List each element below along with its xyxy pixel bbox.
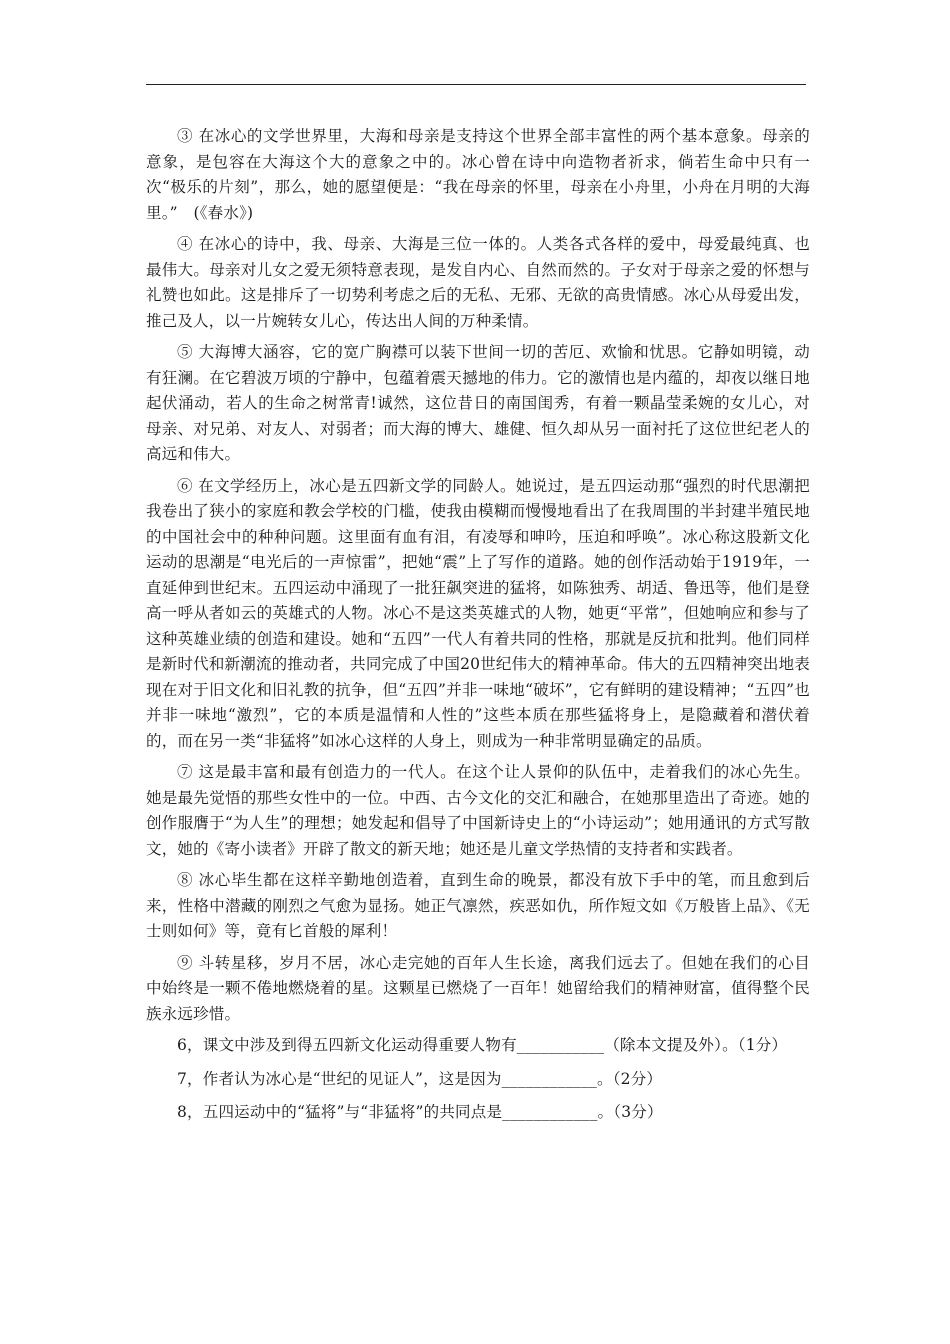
paragraph-3: ③ 在冰心的文学世界里，大海和母亲是支持这个世界全部丰富性的两个基本意象。母亲的意象，是包容在大海这个大的意象之中的。冰心曾在诗中向造物者祈求，倘若生命中只有一次“极乐的片刻”，那么，她的愿望便是：“我在母亲的怀里，母亲在小舟里，小舟在月明的大海里。” (《春水》): [146, 127, 810, 222]
header-rule: [146, 84, 806, 85]
paragraph-9: ⑨ 斗转星移，岁月不居，冰心走完她的百年人生长途，离我们远去了。但她在我们的心目中始终是一颗不倦地燃烧着的星。这颗星已燃烧了一百年！她留给我们的精神财富，值得整个民族永远珍惜。: [146, 953, 810, 1023]
paragraph-6: ⑥ 在文学经历上，冰心是五四新文学的同龄人。她说过，是五四运动那“强烈的时代思潮把我卷出了狭小的家庭和教会学校的门槛，使我由模糊而慢慢地看出了在我周围的半封建半殖民地的中国社会中的种种问题。这里面有血有泪，有凌辱和呻吟，压迫和呼唤”。冰心称这股新文化运动的思潮是“电光后的一声惊雷”，把她“震”上了写作的道路。她的创作活动始于1919年，一直延伸到世纪末。五四运动中涌现了一批狂飙突进的猛将，如陈独秀、胡适、鲁迅等，他们是登高一呼从者如云的英雄式的人物。冰心不是这类英雄式的人物，她更“平常”，但她响应和参与了这种英雄业绩的创造和建设。她和“五四”一代人有着共同的性格，那就是反抗和批判。他们同样是新时代和新潮流的推动者，共同完成了中国20世纪伟大的精神革命。伟大的五四精神突出地表现在对于旧文化和旧礼教的抗争，但“五四”并非一味地“破坏”，它有鲜明的建设精神；“五四”也并非一味地“激烈”，它的本质是温情和人性的”这些本质在那些猛将身上，是隐藏着和潜伏着的，而在另一类“非猛将”如冰心这样的人身上，则成为一种非常明显确定的品质。: [146, 476, 810, 750]
question-8: 8，五四运动中的“猛将”与“非猛将”的共同点是____________。（3分）: [177, 1103, 663, 1121]
paragraph-8: ⑧ 冰心毕生都在这样辛勤地创造着，直到生命的晚景，都没有放下手中的笔，而且愈到后来，性格中潜藏的刚烈之气愈为显扬。她正气凛然，疾恶如仇，所作短文如《万般皆上品》、《无士则如何》等，竟有匕首般的犀利！: [146, 871, 810, 940]
paragraph-5: ⑤ 大海博大涵容，它的宽广胸襟可以装下世间一切的苦厄、欢愉和忧思。它静如明镜，动有狂澜。在它碧波万顷的宁静中，包蕴着震天撼地的伟力。它的激情也是内蕴的，却夜以继日地起伏涌动，若人的生命之树常青!诚然，这位昔日的南国闺秀，有着一颗晶莹柔婉的女儿心，对母亲、对兄弟、对友人、对弱者；而大海的博大、雄健、恒久却从另一面衬托了这位世纪老人的高远和伟大。: [146, 343, 810, 463]
document-body: [146, 124, 810, 1134]
paragraph-4: ④ 在冰心的诗中，我、母亲、大海是三位一体的。人类各式各样的爱中，母爱最纯真、也最伟大。母亲对儿女之爱无须特意表现，是发自内心、自然而然的。子女对于母亲之爱的怀想与礼赞也如此。这是排斥了一切势利考虑之后的无私、无邪、无欲的高贵情感。冰心从母爱出发，推己及人，以一片婉转女儿心，传达出人间的万种柔情。: [146, 235, 810, 330]
paragraph-7: ⑦ 这是最丰富和最有创造力的一代人。在这个让人景仰的队伍中，走着我们的冰心先生。她是最先觉悟的那些女性中的一位。中西、古今文化的交汇和融合，在她那里造出了奇迹。她的创作服膺于“为人生”的理想；她发起和倡导了中国新诗史上的“小诗运动”；她用通讯的方式写散文，她的《寄小读者》开辟了散文的新天地；她还是儿童文学热情的支持者和实践者。: [146, 763, 810, 858]
question-6: 6，课文中涉及到得五四新文化运动得重要人物有___________（除本文提及外）。（1分）: [177, 1036, 788, 1054]
question-7: 7，作者认为冰心是“世纪的见证人”，这是因为____________。（2分）: [177, 1069, 663, 1088]
